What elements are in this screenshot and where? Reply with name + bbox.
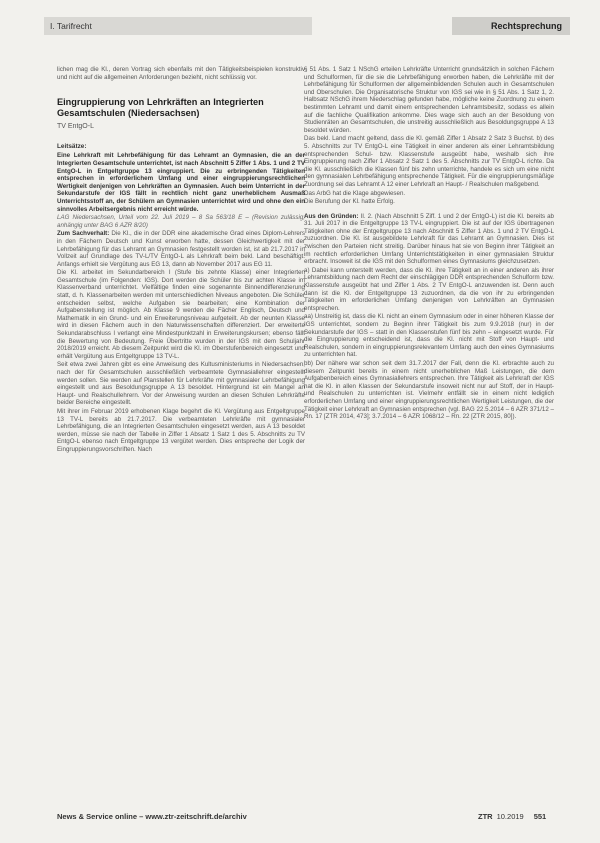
right-paragraph-1: § 51 Abs. 1 Satz 1 NSchG erteilen Lehrkräfte Unterricht grundsätzlich in solchen Fächern und Schulformen, für die sie die Lehrbefähigung erworben haben, die Lehrkräfte mit der Lehrbefähigung für Schulformen der allgemeinbildenden Schulen auch in Gesamtschulen und Oberschulen. Die Organisatorische Struktur von IGS sei wie in § 51 Abs. 1 Satz 1, 2. Halbsatz NSchG ihrem Niederschlag gefunden habe, mögliche keine Zuordnung zu einem bestimmten Lehramt und damit einem entsprechenden Lehramtsbesitz, sodass es allein auf die fachliche Qualifikation ankomme. Dies wage sich auch an der Besoldung von Studienräten an Gesamtschulen, die unstreitig ausschließlich aus Besoldungsgruppe A 13 besoldet würden. (304, 66, 554, 134)
gruende-paragraph (304, 213, 554, 266)
gruende-label: Aus den Gründen: (304, 212, 359, 220)
right-paragraph-8: bb) Der nähere war schon seit dem 31.7.2017 der Fall, denn die Kl. erbrachte auch zu diesem Zeitpunkt bereits in einem nicht unerheblichen Maß Leistungen, die dem Aufgabenbereich eines Gymnasiallehrers entsprechen. Ihre Tätigkeit als Lehrkraft der IGS hat die Kl. in allen Klassen der Sekundarstufe insoweit nicht nur auf Stoff, der in Haupt- und Realschulen zu unterrichten ist. Vielmehr entfällt sie in einem nicht lediglich erforderlichen Umfang und einer eingruppierungsrechtlichen Wertigkeit Leistungen, die der Tätigkeit einer Lehrkraft an Gymnasien entsprechen (vgl. BAG 22.5.2014 – 6 AZR 371/12 – Rn. 17 [ZTR 2014, 473]; 3.7.2014 – 6 AZR 1068/12 – Rn. 22 [ZTR 2015, 80]). (304, 359, 554, 421)
intro-paragraph: lichen mag die Kl., deren Vortrag sich ebenfalls mit den Tätigkeitsbeispielen konstruktiv und nicht auf die allgemeinen Anforderungen bezieht, nicht schlüssig vor. (57, 66, 305, 81)
sachverhalt-text-1: Die Kl., die in der DDR eine akademische Grad eines Diplom-Lehrers in den Fächern Deutsch und Kunst erworben hatte, dessen Gleichwertigkeit mit der Lehrbefähigung für das Lehramt an Gymnasien festgestellt worden ist, ist ab 21.7.2017 in Vollzeit auf Grundlage des TV-L/TV EntgO-L als Lehrkraft beim bekl. Land beschäftigt. Anfangs erhielt sie Vergütung aus EG 13, dann ab November 2017 aus EG 11. (57, 230, 305, 268)
sachverhalt-paragraph-3: Seit etwa zwei Jahren gibt es eine Anweisung des Kultusministeriums in Niedersachsen, nach der für Gesamtschulen ausschließlich verbeamtete Gymnasiallehrer eingestellt werden sollen. Sie werden auf Planstellen für Lehrkräfte mit gymnasialer Lehrbefähigung eingestellt und aus Besoldungsgruppe A 13 besoldet. Hintergrund ist ein Mangel an Haupt- und Realschullehrern. Vor der Anweisung wurden an diesen Schulen Lehrkräfte beider Bereiche eingestellt. (57, 361, 305, 407)
right-paragraph-2: Das bekl. Land macht geltend, dass die Kl. gemäß Ziffer 1 Absatz 2 Satz 3 Buchst. b) des 5. Abschnitts zur TV EntgO-L eine Tätigkeit in einer anderen als einer Lehramtsbildung entsprechenden Schul- bzw. Klassenstufe ausgeübt habe, weshalb sich ihre Eingruppierung nach Ziffer 1 Absatz 2 Satz 1 des 5. Abschnitts zur TV EntgO-L richte. Da die Kl. ausschließlich die Klassen fünf bis zehn unterrichte, handele es sich um eine nicht den gymnasialen Lehrbefähigung entsprechende Tätigkeit. Für die eingruppierungsmäßige Zuordnung sei das Lehramt A 12 einer Lehrkraft an Haupt- / Realschulen maßgebend. (304, 135, 554, 188)
article-subtitle: TV EntgO-L (57, 123, 94, 131)
sachverhalt-paragraph-4: Mit ihrer im Februar 2019 erhobenen Klage begehrt die Kl. Vergütung aus Entgeltgruppe 13 TV-L bereits ab 21.7.2017. Die verbeamteten Lehrkräfte mit gymnasialer Lehrbefähigung, die an Integrierten Gesamtschulen eingesetzt werden, aus A 13 besoldet werden, müsse sie nach der Tabelle in Ziffer 1 Absatz 1 Satz 1 des 5. Abschnitts zu TV EntgO-L ebenso nach Entgeltgruppe 13 vergütet werden. Dies entspreche der Logik der Eingruppierungsvorschriften. Nach (57, 407, 305, 453)
footer-link[interactable]: News & Service online – www.ztr-zeitschrift.de/archiv (57, 812, 247, 821)
left-column (57, 66, 305, 455)
category-header: Rechtsprechung (452, 17, 570, 35)
journal-name: ZTR (478, 812, 493, 821)
footer-issue (478, 812, 546, 821)
right-paragraph-7: aa) Unstreitig ist, dass die Kl. nicht an einem Gymnasium oder in einer höheren Klasse der IGS unterrichtet, sondern zu Beginn ihrer Tätigkeit bis zum 9.9.2018 (nur) in der Sekundarstufe der IGS – statt in den Klassenstufen fünf bis zehn – eingesetzt wurde. Für die Eingruppierung entscheidend ist, dass die Kl. nicht mit Stoff von Haupt- und Realschulen, sondern in eingruppierungsrelevantem Umfang auch den eines Gymnasiums zu unterrichten hat. (304, 313, 554, 359)
gruende-text: II. 2. (Nach Abschnitt 5 Ziff. 1 und 2 der EntgO-L) ist die Kl. bereits ab 31. Juli 2017 in die Entgeltgruppe 13 TV-L eingruppiert. Die ist auf der IGS übertragenen Tätigkeiten ohne der Entgeltgruppe 13 nach Abschnitt 5 Ziffer 1 Abs. 1 und 2 TV EntgO-L zuzuordnen. Die Kl. ist ausgebildete Lehrkraft für das Lehramt an Gymnasien. Dies ist zwischen den Parteien nicht streitig. Darüber hinaus hat sie von Beginn ihrer Tätigkeit an im rechtlich erforderlichen Umfang Unterrichtstätigkeiten in einer gymnasialen Struktur erbracht. Insoweit ist die IGS mit den Schulformen eines Gymnasiums gleichzusetzen. (304, 212, 555, 266)
sachverhalt-label: Zum Sachverhalt: (57, 230, 110, 238)
source-citation: LAG Niedersachsen, Urteil vom 22. Juli 2019 – 8 Sa 563/18 E – (Revision zulässig; anhängig unter BAG 6 AZR 8/20) (57, 214, 305, 229)
sachverhalt-paragraph-2: Die Kl. arbeitet im Sekundarbereich I (Stufe bis zehnte Klasse) einer Integrierten Gesamtschule (im Folgenden: IGS). Dort werden die Schüler bis zur achten Klasse im Klassenverband unterrichtet. Vielfältige finden eine sogenannte Binnendifferenzierung statt, d. h. Klassenarbeiten werden mit unterschiedlichen Niveaus angeboten. Die Schüler entscheiden selbst, welche Aufgaben sie bearbeiten; eine Kombination der Aufgabenstellung ist möglich. Ab Klasse 9 werden die Fächer Englisch, Deutsch und Mathematik in ein Grund- und ein Erweiterungsniveau aufgeteilt. Ab der neunten Klasse wird in diesen Fächern auch in den Naturwissenschaften differenziert. Der erweiterte Sekundarabschluss I verlangt eine Mindestpunktzahl in Erweiterungskursen; ebenso fällt die Bewertung von Bedeutung. Freie Übertritte wurden in der IGS mit dem Schuljahr 2018/2019 erreicht. Ab diesem Zeitpunkt wird die Kl. im Oberstufenbereich eingesetzt und erhält Vergütung aus Entgeltgruppe 13 TV-L. (57, 269, 305, 360)
right-column (304, 66, 554, 422)
right-paragraph-3: Das ArbG hat die Klage abgewiesen. (304, 189, 406, 197)
right-paragraph-4: Die Berufung der Kl. hatte Erfolg. (304, 198, 395, 206)
sachverhalt-paragraph-1 (57, 230, 305, 268)
right-paragraph-6: a) Dabei kann unterstellt werden, dass die Kl. ihre Tätigkeit an in einer anderen als ihrer Lehramtsbildung nach dem Recht der einschlägigen DDR entsprechenden Schulform bzw. Klassenstufe ausgeübt hat und Ziffer 1 Abs. 2 TV EntgO-L anzuwenden ist. Denn auch dann ist die Kl. der Entgeltgruppe 13 zuzuordnen, da die von ihr zu erbringenden Tätigkeiten im erforderlichen Umfang denjenigen von Lehrkräften an Gymnasien entsprechen. (304, 266, 554, 312)
leitsaetze-text: Eine Lehrkraft mit Lehrbefähigung für das Lehramt an Gymnasien, die an der Integrierten Gesamtschule unterrichtet, ist nach Abschnitt 5 Ziffer 1 Abs. 1 und 2 TV EntgO-L in Entgeltgruppe 13 eingruppiert. Die zu erbringenden Tätigkeiten entsprechen in erforderlichem Umfang und einer eingruppierungsrechtlichen Wertigkeit denjenigen von Lehrkräften an Gymnasien. Auch beim Unterricht in der Sekundarstufe der IGS fällt in rechtlich nicht ganz unerheblichem Ausmaß Unterrichtsstoff an, der Schülern an Gymnasien unterrichtet wird und ohne den ein sinnvolles Arbeitsergebnis nicht erreicht würde. (57, 152, 305, 213)
page-number: 551 (533, 812, 547, 821)
section-header: I. Tarifrecht (44, 17, 312, 35)
issue-number: 10.2019 (496, 812, 524, 821)
leitsaetze-label: Leitsätze: (57, 142, 87, 150)
article-title: Eingruppierung von Lehrkräften an Integrierten Gesamtschulen (Niedersachsen) (57, 97, 264, 119)
